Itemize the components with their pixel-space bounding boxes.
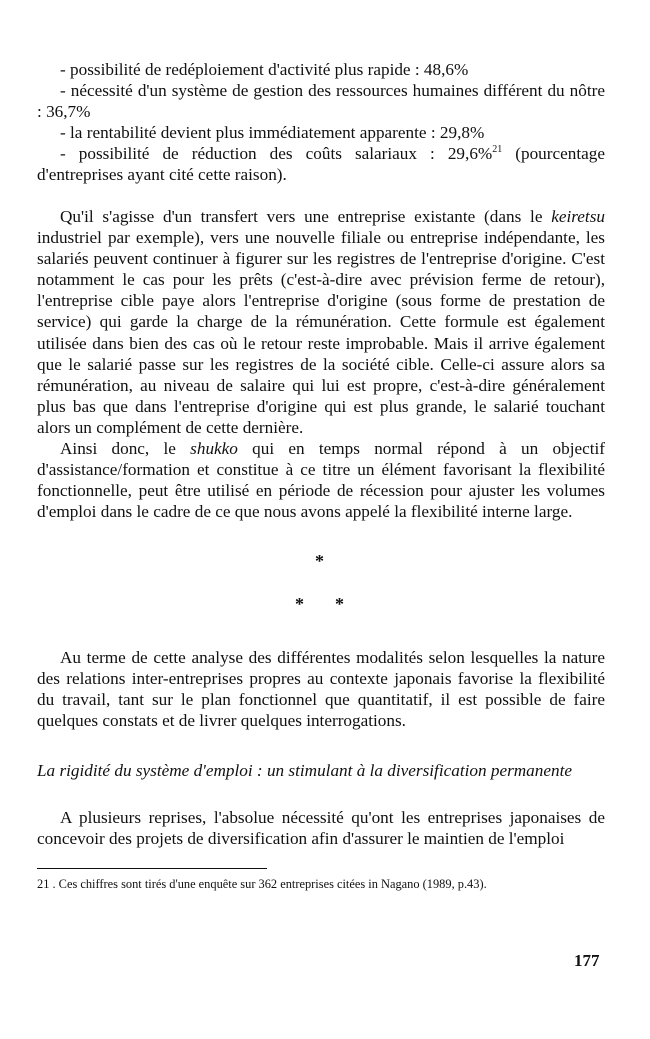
footnote-rule — [37, 868, 267, 869]
reasons-list — [37, 59, 605, 186]
paragraph-shukko — [37, 438, 605, 522]
paragraph-text: Qu'il s'agisse d'un transfert vers une entreprise existante (dans le — [60, 207, 552, 226]
list-item: - nécessité d'un système de gestion des ressources humaines différent du nôtre : 36,7% — [37, 81, 605, 122]
list-item-text: - possibilité de réduction des coûts salariaux : 29,6% — [60, 144, 493, 164]
section-heading: La rigidité du système d'emploi : un stimulant à la diversification permanente — [37, 761, 572, 780]
conclusion-block — [37, 647, 605, 731]
paragraph-text: Ainsi donc, le — [60, 439, 191, 459]
list-item — [37, 143, 605, 185]
footnote-reference[interactable]: 21 — [492, 144, 503, 156]
footnote-number: 21 — [37, 877, 50, 891]
list-item: - possibilité de redéploiement d'activité plus rapide : 48,6% — [60, 60, 469, 79]
paragraph-conclusion: Au terme de cette analyse des différentes modalités selon lesquelles la nature des relations inter-entreprises propres au contexte japonais favorise la flexibilité du travail, tant sur le plan fonctionnel que quantitatif, il est possible de faire quelques constats et de livrer quelques interrogations. — [37, 648, 605, 731]
body-paragraphs — [37, 206, 605, 522]
separator-asterisk: * — [295, 594, 304, 614]
list-item: - la rentabilité devient plus immédiatement apparente : 29,8% — [60, 123, 485, 143]
list-item-text: (pourcentage d'entreprises ayant cité cette raison). — [37, 144, 605, 185]
footnote — [37, 876, 605, 892]
separator-asterisk: * — [335, 594, 344, 614]
paragraph-diversification: A plusieurs reprises, l'absolue nécessité qu'ont les entreprises japonaises de concevoir des projets de diversification afin d'assurer le maintien de l'emploi — [37, 808, 605, 849]
paragraph-text: qui en temps normal répond à un objectif d'assistance/formation et constitue à ce titre un élément favorisant la flexibilité fonctionnelle, peut être utilisé en période de récession pour ajuster les volumes d'emploi dans le cadre de ce que nous avons appelé la flexibilité interne large. — [37, 439, 606, 522]
separator-asterisk: * — [315, 551, 324, 571]
paragraph-text: industriel par exemple), vers une nouvelle filiale ou entreprise indépendante, les salariés peuvent continuer à figurer sur les registres de l'entreprise d'origine. C'est notamment le cas pour les prêts (c'est-à-dire avec prévision ferme de retour), l'entreprise cible paye alors l'entreprise d'origine (sous forme de prestation de service) qui garde la charge de la rémunération. Cette formule est également utilisée dans bien des cas où le retour reste improbable. Mais il arrive également que le salarié passe sur les registres de la société cible. Celle-ci assure alors sa rémunération, au niveau de salaire qui lui est propre, c'est-à-dire généralement plus bas que dans l'entreprise d'origine qui est plus grande, le salarié touchant alors un complément de cette dernière. — [37, 228, 605, 437]
paragraph-transfer — [37, 206, 605, 438]
page-number: 177 — [574, 951, 600, 970]
term-keiretsu: keiretsu — [551, 207, 605, 226]
term-shukko: shukko — [190, 439, 238, 459]
diversification-block — [37, 807, 605, 849]
footnote-text: . Ces chiffres sont tirés d'une enquête sur 362 entreprises citées in Nagano (1989, p.43). — [49, 877, 487, 891]
